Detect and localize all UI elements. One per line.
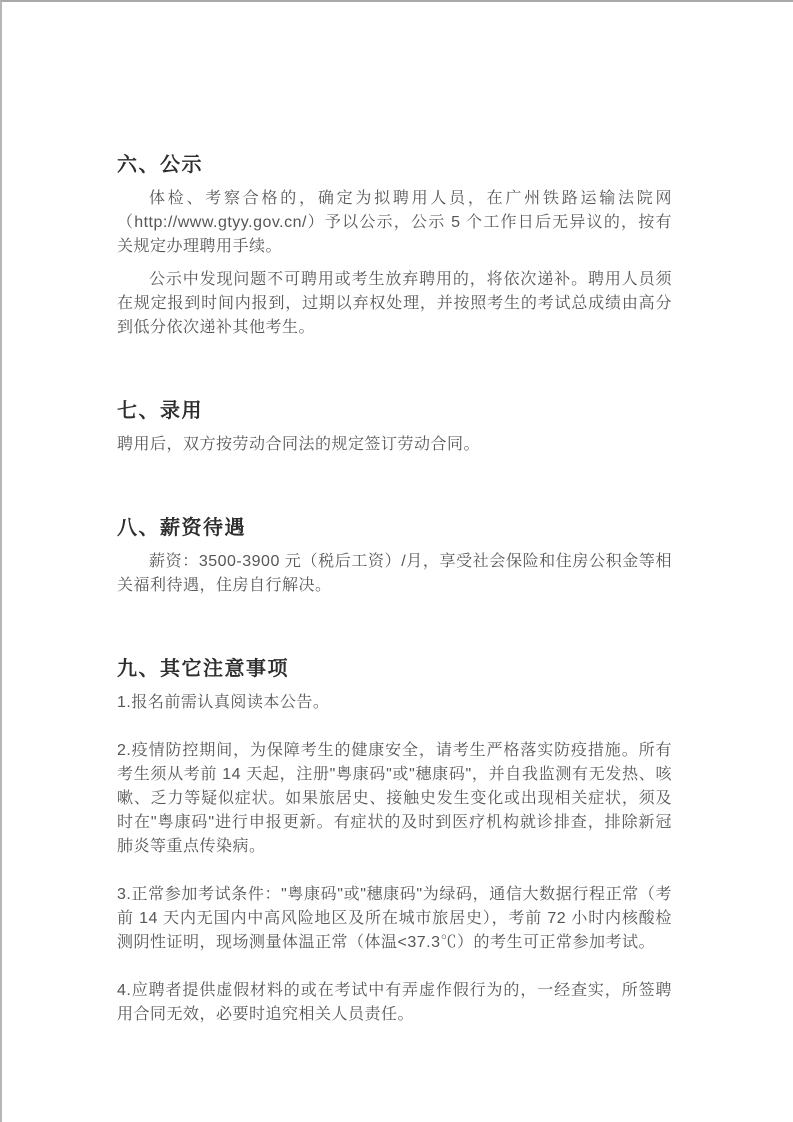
paragraph: 4.应聘者提供虚假材料的或在考试中有弄虚作假行为的，一经查实，所签聘用合同无效，必要时追究相关人员责任。: [117, 982, 672, 1023]
section-3: [117, 515, 672, 598]
section-2: [117, 398, 672, 457]
section-heading: 九、其它注意事项: [117, 658, 289, 680]
paragraph: 薪资：3500-3900 元（税后工资）/月，享受社会保险和住房公积金等相关福利待遇，住房自行解决。: [117, 553, 672, 594]
section-heading: 八、薪资待遇: [117, 517, 246, 539]
paragraph: 2.疫情防控期间，为保障考生的健康安全，请考生严格落实防疫措施。所有考生须从考前 14 天起，注册"粤康码"或"穗康码"，并自我监测有无发热、咳嗽、乏力等疑似症状。如果旅居史、接触史发生变化或出现相关症状，须及时在"粤康码"进行申报更新。有症状的及时到医疗机构就诊排查，排除新冠肺炎等重点传染病。: [117, 742, 672, 855]
paragraph: 3.正常参加考试条件："粤康码"或"穗康码"为绿码，通信大数据行程正常（考前 14 天内无国内中高风险地区及所在城市旅居史），考前 72 小时内核酸检测阴性证明，现场测量体温正常（体温<37.3℃）的考生可正常参加考试。: [117, 886, 672, 951]
document-content: [2, 2, 793, 1027]
section-heading: 六、公示: [117, 154, 203, 176]
section-4: [117, 656, 672, 1027]
paragraph: 公示中发现问题不可聘用或考生放弃聘用的，将依次递补。聘用人员须在规定报到时间内报到，过期以弃权处理，并按照考生的考试总成绩由高分到低分依次递补其他考生。: [117, 271, 672, 336]
section-1: [117, 152, 672, 340]
section-heading: 七、录用: [117, 400, 203, 422]
paragraph: 体检、考察合格的，确定为拟聘用人员，在广州铁路运输法院网（http://www.gtyy.gov.cn/）予以公示，公示 5 个工作日后无异议的，按有关规定办理聘用手续。: [117, 190, 672, 255]
paragraph: 1.报名前需认真阅读本公告。: [117, 694, 330, 711]
paragraph: 聘用后，双方按劳动合同法的规定签订劳动合同。: [117, 436, 481, 453]
